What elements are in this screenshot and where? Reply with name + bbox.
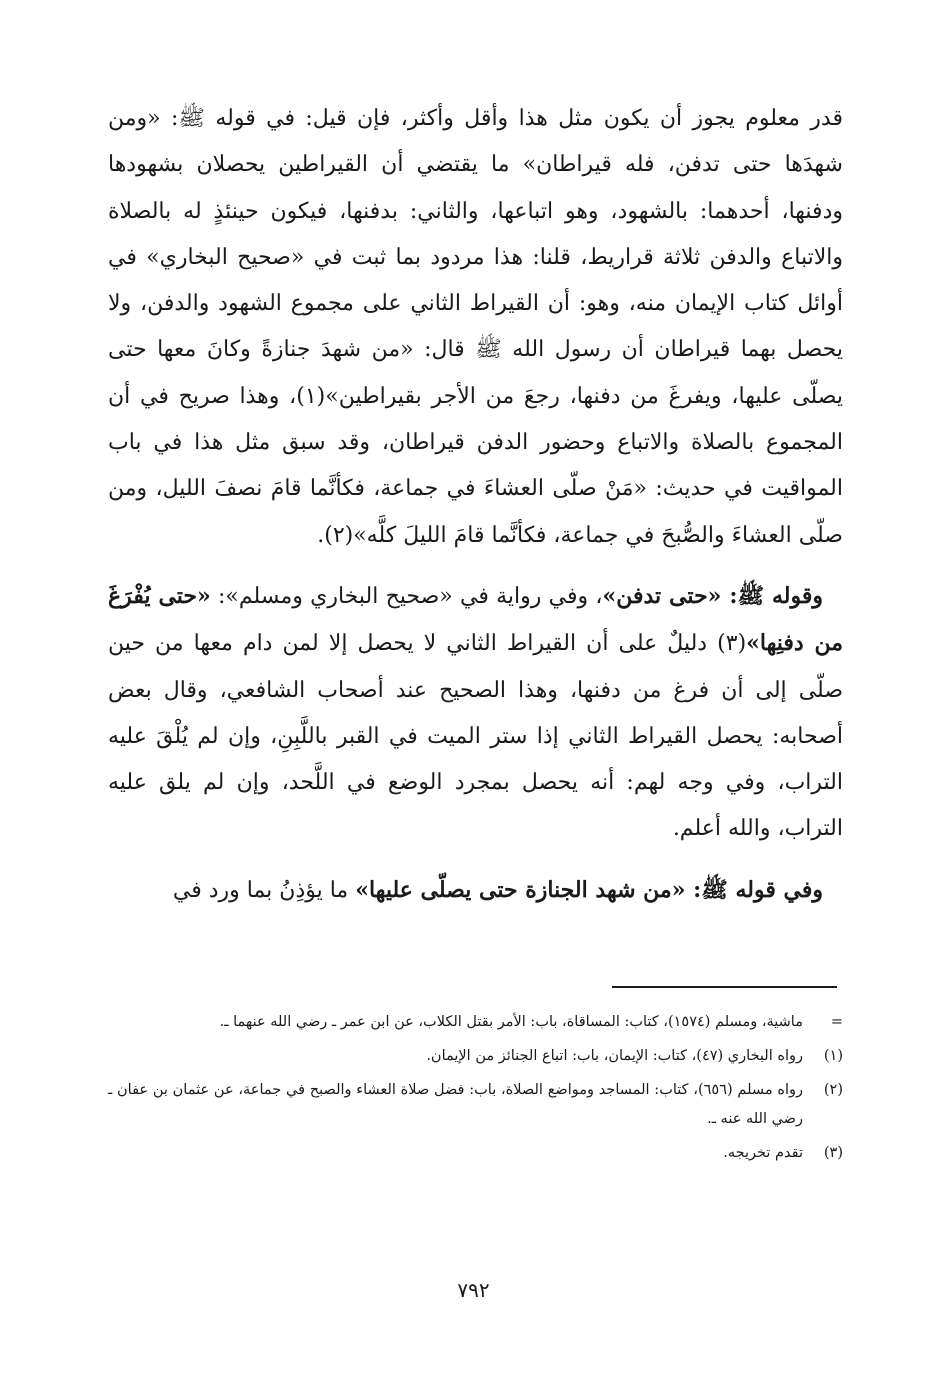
paragraph-2 bbox=[108, 573, 843, 853]
footnote-mark: (٢) bbox=[823, 1082, 843, 1098]
footnote-mark: = bbox=[830, 1014, 843, 1030]
main-text bbox=[108, 96, 843, 914]
quote-riwaya-phrase: «حتى يُفْرَغَ من دفنِها» bbox=[108, 582, 843, 657]
quote-janaza-phrase: وفي قوله ﷺ: «من شهد الجنازة حتى يصلّى عليها» bbox=[355, 876, 823, 903]
paragraph-1-text: قدر معلوم يجوز أن يكون مثل هذا وأقل وأكثر، فإن قيل: في قوله ﷺ: «ومن شهدَها حتى تدفن، فله قيراطان» ما يقتضي أن القيراطين يحصلان بشهودها ودفنها، أحدهما: بالشهود، وهو اتباعها، والثاني: بدفنها، فيكون حينئذٍ له بالصلاة والاتباع والدفن ثلاثة قراريط، قلنا: هذا مردود بما ثبت في «صحيح البخاري» في أوائل كتاب الإيمان منه، وهو: أن القيراط الثاني على مجموع الشهود والدفن، ولا يحصل بهما قيراطان أن رسول الله ﷺ قال: «من شهدَ جنازةً وكانَ معها حتى يصلّى عليها، ويفرغَ من دفنها، رجعَ من الأجر بقيراطين»(١)، وهذا صريح في أن المجموع بالصلاة والاتباع وحضور الدفن قيراطان، وقد سبق مثل هذا في باب المواقيت في حديث: «مَنْ صلّى العشاءَ في جماعة، فكأنَّما قامَ نصفَ الليل، ومن صلّى العشاءَ والصُّبحَ في جماعة، فكأنَّما قامَ الليلَ كلَّه»(٢). bbox=[108, 106, 843, 548]
footnote-2 bbox=[108, 1076, 843, 1134]
paragraph-3 bbox=[108, 867, 843, 914]
footnote-mark: (٣) bbox=[823, 1145, 843, 1161]
paragraph-2-text-a: ، وفي رواية في «صحيح البخاري ومسلم»: bbox=[210, 583, 603, 609]
paragraph-3-text: ما يؤذِنُ بما ورد في bbox=[172, 877, 356, 903]
footnote-continuation bbox=[108, 1008, 843, 1037]
page-number: ٧٩٢ bbox=[457, 1278, 490, 1302]
footnote-text: ماشية، ومسلم (١٥٧٤)، كتاب: المساقاة، باب: الأمر بقتل الكلاب، عن ابن عمر ـ رضي الله عنهما ـ. bbox=[219, 1014, 803, 1030]
footnote-text: تقدم تخريجه. bbox=[723, 1145, 803, 1161]
footnote-mark: (١) bbox=[823, 1048, 843, 1064]
footnote-separator-rule bbox=[612, 986, 837, 988]
quote-hadith-phrase: وقوله ﷺ: «حتى تدفن» bbox=[602, 582, 823, 609]
footnote-1 bbox=[108, 1042, 843, 1071]
footnote-text: رواه البخاري (٤٧)، كتاب: الإيمان، باب: اتباع الجنائز من الإيمان. bbox=[426, 1048, 803, 1064]
footnote-3 bbox=[108, 1139, 843, 1168]
paragraph-1 bbox=[108, 96, 843, 559]
footnote-text: رواه مسلم (٦٥٦)، كتاب: المساجد ومواضع الصلاة، باب: فضل صلاة العشاء والصبح في جماعة، عن عثمان بن عفان ـ رضي الله عنه ـ. bbox=[108, 1082, 803, 1127]
paragraph-2-text-b: (٣) دليلٌ على أن القيراط الثاني لا يحصل إلا لمن دام معها من حين صلّى إلى أن فرغ من دفنها، وهذا الصحيح عند أصحاب الشافعي، وقال بعض أصحابه: يحصل القيراط الثاني إذا ستر الميت في القبر باللَّبِنِ، وإن لم يُلْقَ عليه التراب، وفي وجه لهم: أنه يحصل بمجرد الوضع في اللَّحد، وإن لم يلق عليه التراب، والله أعلم. bbox=[108, 631, 843, 842]
footnotes bbox=[108, 1008, 843, 1173]
